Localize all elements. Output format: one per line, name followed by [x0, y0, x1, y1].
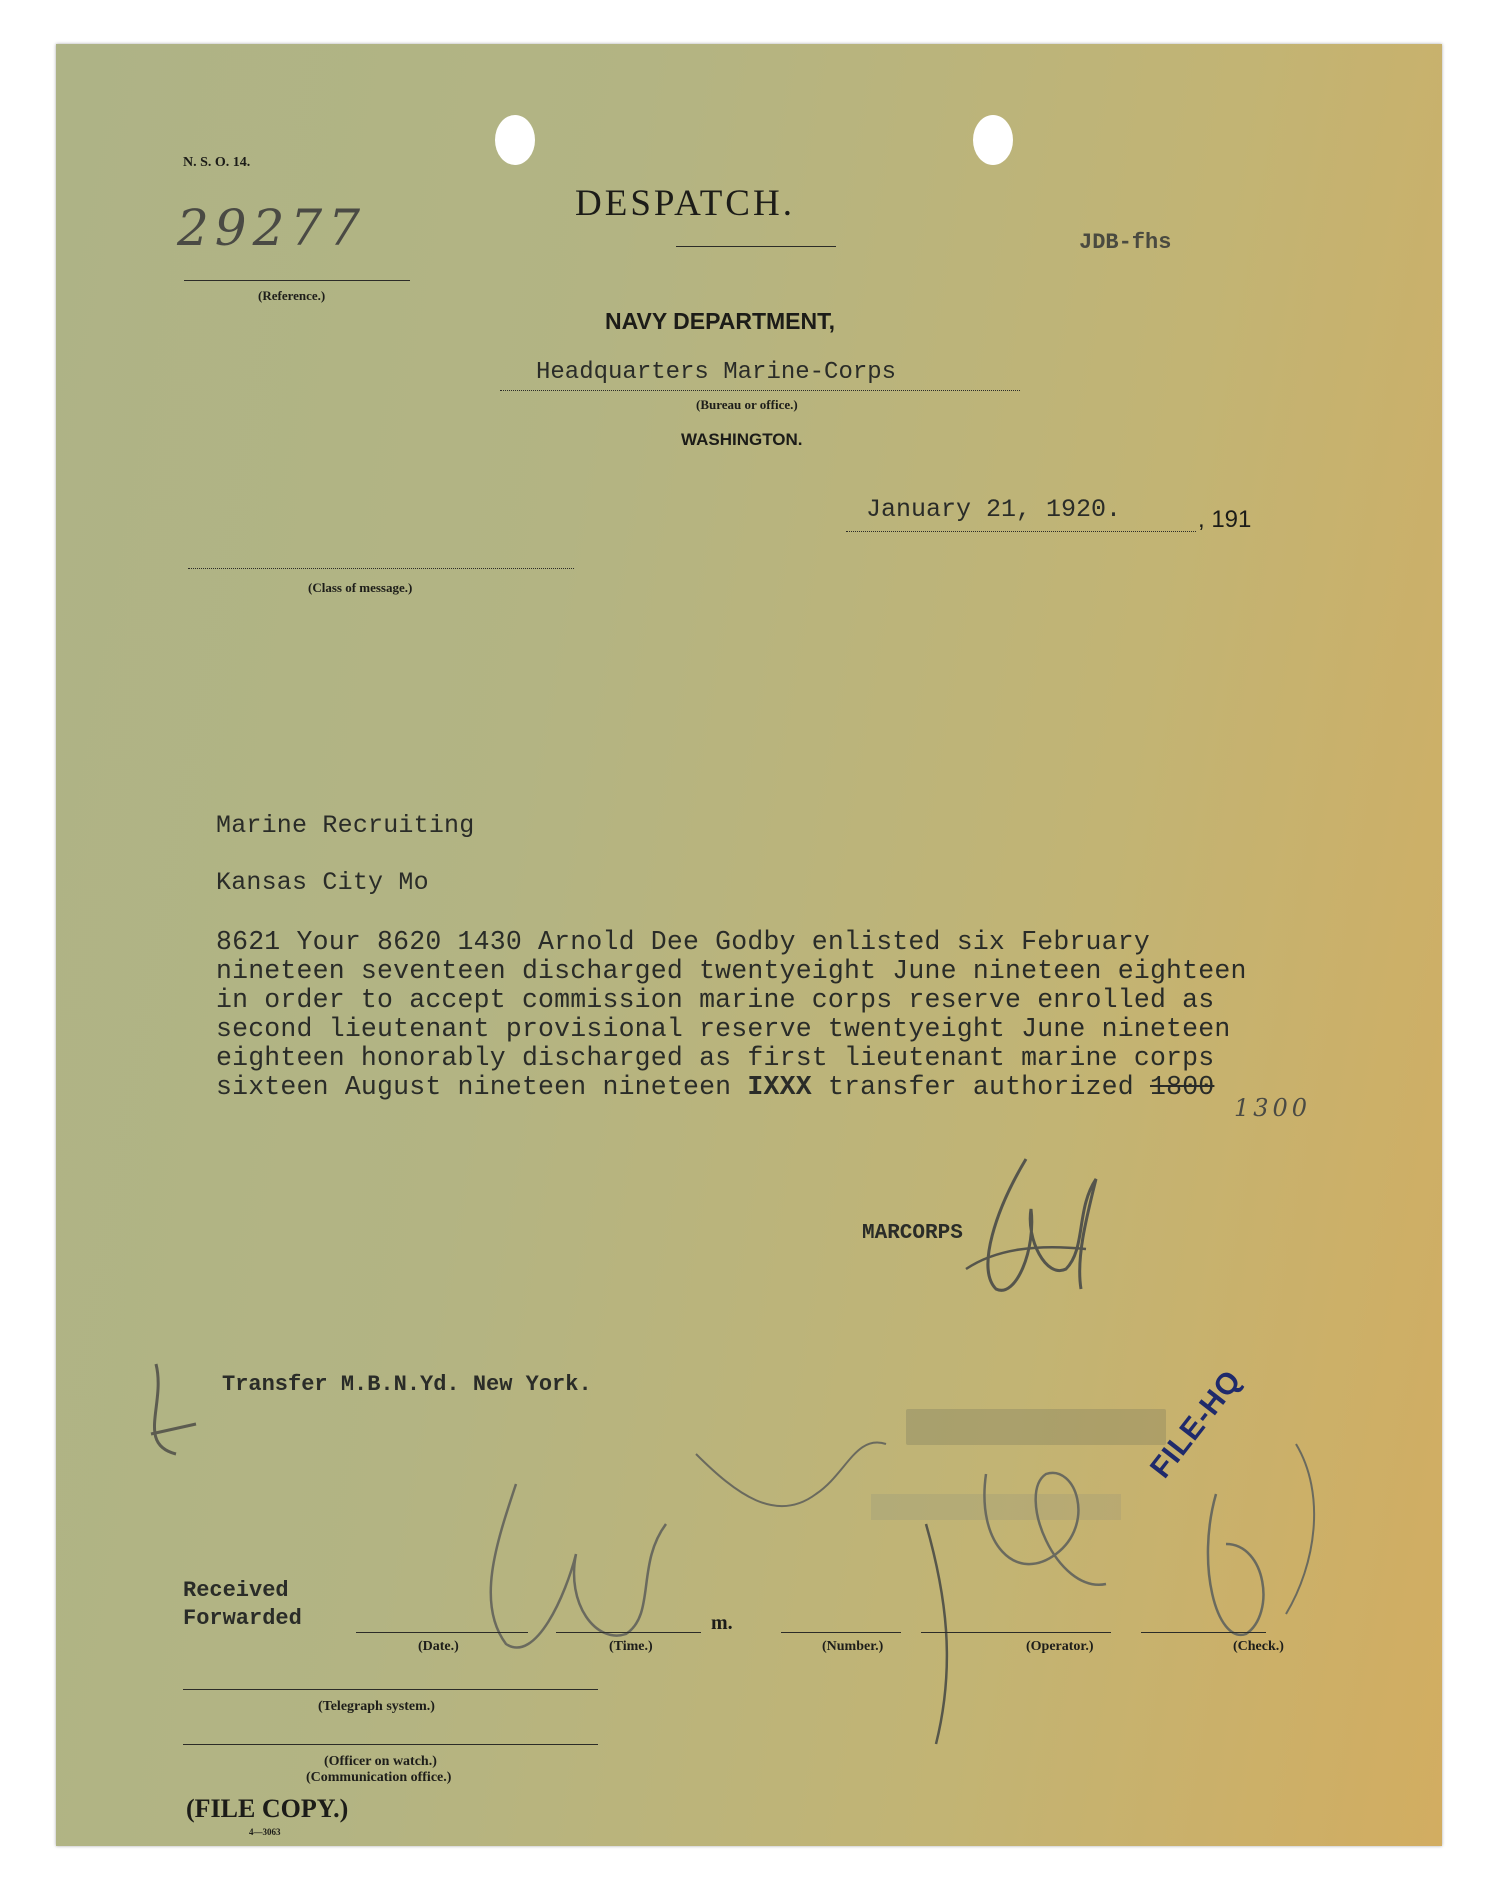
file-copy-label: (FILE COPY.): [186, 1794, 349, 1823]
operator-field-line: [921, 1632, 1111, 1633]
body-line-4: second lieutenant provisional reserve twentyeight June nineteen: [216, 1014, 1231, 1044]
reference-number: 29277: [177, 199, 367, 257]
body-line-2: nineteen seventeen discharged twentyeight June nineteen eighteen: [216, 956, 1247, 986]
body-line-3: in order to accept commission marine corps reserve enrolled as: [216, 985, 1215, 1015]
body-tail: transfer authorized: [827, 1072, 1134, 1102]
struck-text-2: 1800: [1150, 1072, 1215, 1102]
handwritten-time: 1300: [1234, 1094, 1312, 1122]
time-label: (Time.): [609, 1639, 653, 1654]
signature-scrawl: [956, 1149, 1126, 1309]
handwritten-pencil-marks: [96, 1344, 1376, 1764]
telegraph-label: (Telegraph system.): [318, 1699, 435, 1714]
m-label: m.: [711, 1612, 733, 1634]
check-label: (Check.): [1233, 1639, 1284, 1654]
message-body: [216, 928, 1247, 1102]
title-underline: [676, 246, 836, 247]
city-name: WASHINGTON.: [681, 430, 803, 449]
bureau-name: Headquarters Marine-Corps: [536, 359, 897, 386]
date-label: (Date.): [418, 1639, 459, 1654]
punch-hole-right: [973, 115, 1013, 165]
officer-line: [183, 1744, 598, 1745]
year-prefix: , 191: [1198, 506, 1252, 533]
signature-block: MARCORPS: [862, 1222, 963, 1245]
reference-line: [184, 280, 410, 281]
reference-label: (Reference.): [258, 288, 326, 303]
form-title: DESPATCH.: [575, 183, 795, 224]
file-hq-stamp: FILE-HQ: [1144, 1363, 1249, 1485]
date-line: [846, 531, 1196, 532]
punch-hole-left: [495, 115, 535, 165]
address-line-2: Kansas City Mo: [216, 868, 429, 897]
operator-label: (Operator.): [1026, 1639, 1094, 1654]
class-label: (Class of message.): [308, 580, 413, 595]
date-field-line: [356, 1632, 528, 1633]
form-number: N. S. O. 14.: [183, 155, 251, 170]
officer-label: (Officer on watch.): [324, 1754, 437, 1769]
class-line: [188, 568, 574, 569]
body-line-5: eighteen honorably discharged as first lieutenant marine corps: [216, 1043, 1215, 1073]
body-line-6: sixteen August nineteen nineteen: [216, 1072, 732, 1102]
forwarded-label: Forwarded: [183, 1606, 302, 1631]
number-label: (Number.): [822, 1639, 884, 1654]
number-field-line: [781, 1632, 901, 1633]
time-field-line: [556, 1632, 701, 1633]
despatch-form: [56, 44, 1442, 1846]
received-label: Received: [183, 1578, 289, 1603]
message-date: January 21, 1920.: [866, 495, 1122, 524]
bureau-label: (Bureau or office.): [696, 397, 798, 412]
print-code: 4—3063: [249, 1827, 281, 1837]
communication-label: (Communication office.): [306, 1770, 452, 1785]
body-line-1: 8621 Your 8620 1430 Arnold Dee Godby enlisted six February: [216, 927, 1150, 957]
typist-initials: JDB-fhs: [1079, 230, 1172, 255]
address-line-1: Marine Recruiting: [216, 811, 475, 840]
department-name: NAVY DEPARTMENT,: [605, 308, 836, 334]
bureau-line: [500, 390, 1020, 391]
struck-text-1: IXXX: [747, 1072, 812, 1102]
transfer-note: Transfer M.B.N.Yd. New York.: [222, 1372, 592, 1397]
telegraph-line: [183, 1689, 598, 1690]
check-field-line: [1141, 1632, 1266, 1633]
